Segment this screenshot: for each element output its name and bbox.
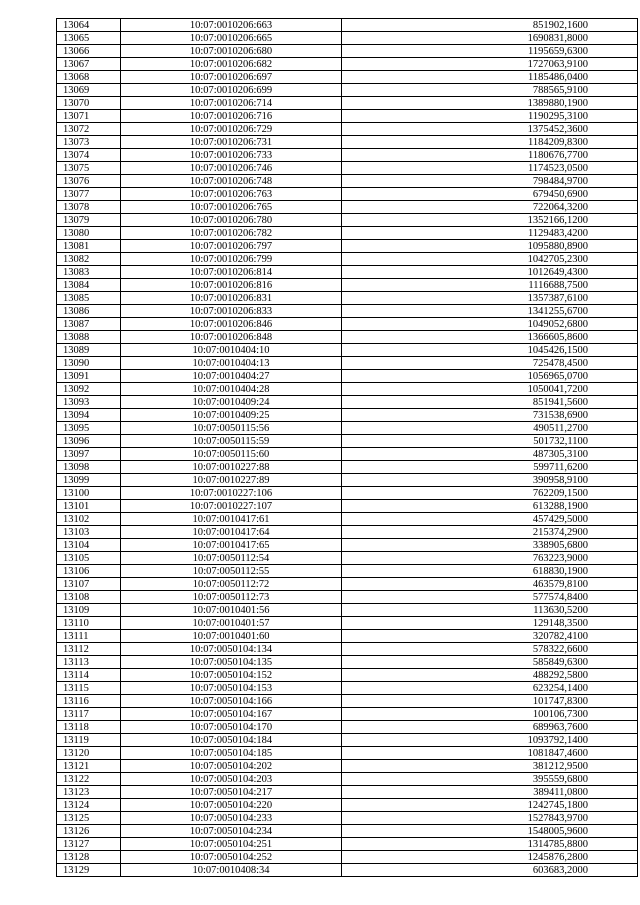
value-cell: 320782,4100 (342, 630, 638, 643)
row-number-cell: 13118 (57, 721, 121, 734)
table-row (57, 175, 638, 188)
row-number-cell: 13066 (57, 45, 121, 58)
table-row (57, 864, 638, 877)
row-number-cell: 13065 (57, 32, 121, 45)
value-cell: 763223,9000 (342, 552, 638, 565)
row-number-cell: 13129 (57, 864, 121, 877)
cadastral-number-cell: 10:07:0050104:185 (121, 747, 342, 760)
cadastral-number-cell: 10:07:0010401:56 (121, 604, 342, 617)
cadastral-number-cell: 10:07:0010409:24 (121, 396, 342, 409)
row-number-cell: 13093 (57, 396, 121, 409)
cadastral-number-cell: 10:07:0010206:680 (121, 45, 342, 58)
cadastral-number-cell: 10:07:0010227:107 (121, 500, 342, 513)
cadastral-number-cell: 10:07:0050104:167 (121, 708, 342, 721)
table-row (57, 656, 638, 669)
value-cell: 1129483,4200 (342, 227, 638, 240)
cadastral-number-cell: 10:07:0010206:780 (121, 214, 342, 227)
cadastral-number-cell: 10:07:0050115:60 (121, 448, 342, 461)
value-cell: 488292,5800 (342, 669, 638, 682)
cadastral-number-cell: 10:07:0010404:28 (121, 383, 342, 396)
table-row (57, 32, 638, 45)
value-cell: 722064,3200 (342, 201, 638, 214)
value-cell: 585849,6300 (342, 656, 638, 669)
cadastral-number-cell: 10:07:0010206:765 (121, 201, 342, 214)
value-cell: 389411,0800 (342, 786, 638, 799)
value-cell: 100106,7300 (342, 708, 638, 721)
value-cell: 1690831,8000 (342, 32, 638, 45)
cadastral-number-cell: 10:07:0010417:65 (121, 539, 342, 552)
table-row (57, 370, 638, 383)
value-cell: 1195659,6300 (342, 45, 638, 58)
cadastral-number-cell: 10:07:0010206:682 (121, 58, 342, 71)
table-row (57, 409, 638, 422)
value-cell: 1056965,0700 (342, 370, 638, 383)
table-row (57, 97, 638, 110)
value-cell: 1045426,1500 (342, 344, 638, 357)
row-number-cell: 13085 (57, 292, 121, 305)
value-cell: 1389880,1900 (342, 97, 638, 110)
table-row (57, 669, 638, 682)
value-cell: 725478,4500 (342, 357, 638, 370)
table-row (57, 786, 638, 799)
row-number-cell: 13120 (57, 747, 121, 760)
cadastral-number-cell: 10:07:0010206:697 (121, 71, 342, 84)
row-number-cell: 13091 (57, 370, 121, 383)
cadastral-number-cell: 10:07:0010408:34 (121, 864, 342, 877)
value-cell: 1242745,1800 (342, 799, 638, 812)
table-row (57, 682, 638, 695)
row-number-cell: 13097 (57, 448, 121, 461)
table-row (57, 214, 638, 227)
table-row (57, 721, 638, 734)
value-cell: 1190295,3100 (342, 110, 638, 123)
cadastral-number-cell: 10:07:0010206:699 (121, 84, 342, 97)
row-number-cell: 13114 (57, 669, 121, 682)
cadastral-number-cell: 10:07:0010206:746 (121, 162, 342, 175)
table-row (57, 500, 638, 513)
row-number-cell: 13074 (57, 149, 121, 162)
row-number-cell: 13113 (57, 656, 121, 669)
cadastral-number-cell: 10:07:0010227:89 (121, 474, 342, 487)
value-cell: 1042705,2300 (342, 253, 638, 266)
row-number-cell: 13099 (57, 474, 121, 487)
cadastral-number-cell: 10:07:0010401:57 (121, 617, 342, 630)
row-number-cell: 13100 (57, 487, 121, 500)
row-number-cell: 13084 (57, 279, 121, 292)
row-number-cell: 13109 (57, 604, 121, 617)
cadastral-number-cell: 10:07:0050104:153 (121, 682, 342, 695)
table-row (57, 383, 638, 396)
cadastral-number-cell: 10:07:0050104:217 (121, 786, 342, 799)
value-cell: 798484,9700 (342, 175, 638, 188)
table-row (57, 110, 638, 123)
cadastral-number-cell: 10:07:0050104:252 (121, 851, 342, 864)
cadastral-number-cell: 10:07:0010401:60 (121, 630, 342, 643)
value-cell: 1050041,7200 (342, 383, 638, 396)
table-row (57, 812, 638, 825)
cadastral-number-cell: 10:07:0010206:782 (121, 227, 342, 240)
row-number-cell: 13128 (57, 851, 121, 864)
value-cell: 599711,6200 (342, 461, 638, 474)
table-row (57, 240, 638, 253)
row-number-cell: 13122 (57, 773, 121, 786)
table-row (57, 630, 638, 643)
row-number-cell: 13081 (57, 240, 121, 253)
cadastral-number-cell: 10:07:0050104:134 (121, 643, 342, 656)
cadastral-number-cell: 10:07:0050104:234 (121, 825, 342, 838)
row-number-cell: 13089 (57, 344, 121, 357)
row-number-cell: 13080 (57, 227, 121, 240)
value-cell: 1095880,8900 (342, 240, 638, 253)
table-row (57, 266, 638, 279)
table-row (57, 578, 638, 591)
value-cell: 577574,8400 (342, 591, 638, 604)
row-number-cell: 13112 (57, 643, 121, 656)
cadastral-number-cell: 10:07:0010206:816 (121, 279, 342, 292)
row-number-cell: 13083 (57, 266, 121, 279)
value-cell: 1727063,9100 (342, 58, 638, 71)
value-cell: 1527843,9700 (342, 812, 638, 825)
value-cell: 1185486,0400 (342, 71, 638, 84)
value-cell: 623254,1400 (342, 682, 638, 695)
row-number-cell: 13073 (57, 136, 121, 149)
value-cell: 1180676,7700 (342, 149, 638, 162)
row-number-cell: 13125 (57, 812, 121, 825)
row-number-cell: 13115 (57, 682, 121, 695)
cadastral-number-cell: 10:07:0010206:731 (121, 136, 342, 149)
cadastral-number-cell: 10:07:0010417:61 (121, 513, 342, 526)
cadastral-number-cell: 10:07:0050112:55 (121, 565, 342, 578)
cadastral-number-cell: 10:07:0010206:729 (121, 123, 342, 136)
table-row (57, 58, 638, 71)
row-number-cell: 13116 (57, 695, 121, 708)
value-cell: 851941,5600 (342, 396, 638, 409)
table-row (57, 162, 638, 175)
cadastral-number-cell: 10:07:0010206:797 (121, 240, 342, 253)
row-number-cell: 13070 (57, 97, 121, 110)
row-number-cell: 13105 (57, 552, 121, 565)
cadastral-number-cell: 10:07:0050104:202 (121, 760, 342, 773)
value-cell: 338905,6800 (342, 539, 638, 552)
table-row (57, 292, 638, 305)
row-number-cell: 13086 (57, 305, 121, 318)
row-number-cell: 13117 (57, 708, 121, 721)
value-cell: 1352166,1200 (342, 214, 638, 227)
cadastral-number-cell: 10:07:0050104:233 (121, 812, 342, 825)
table-row (57, 201, 638, 214)
table-row (57, 643, 638, 656)
value-cell: 395559,6800 (342, 773, 638, 786)
value-cell: 851902,1600 (342, 19, 638, 32)
row-number-cell: 13104 (57, 539, 121, 552)
row-number-cell: 13064 (57, 19, 121, 32)
row-number-cell: 13102 (57, 513, 121, 526)
row-number-cell: 13108 (57, 591, 121, 604)
value-cell: 679450,6900 (342, 188, 638, 201)
table-body (57, 19, 638, 877)
row-number-cell: 13121 (57, 760, 121, 773)
row-number-cell: 13101 (57, 500, 121, 513)
row-number-cell: 13067 (57, 58, 121, 71)
table-row (57, 318, 638, 331)
cadastral-number-cell: 10:07:0050115:56 (121, 422, 342, 435)
cadastral-number-cell: 10:07:0010206:663 (121, 19, 342, 32)
row-number-cell: 13078 (57, 201, 121, 214)
table-row (57, 487, 638, 500)
table-row (57, 760, 638, 773)
row-number-cell: 13126 (57, 825, 121, 838)
value-cell: 101747,8300 (342, 695, 638, 708)
value-cell: 457429,5000 (342, 513, 638, 526)
value-cell: 1245876,2800 (342, 851, 638, 864)
table-row (57, 773, 638, 786)
value-cell: 390958,9100 (342, 474, 638, 487)
table-row (57, 851, 638, 864)
cadastral-number-cell: 10:07:0050104:184 (121, 734, 342, 747)
cadastral-number-cell: 10:07:0050104:170 (121, 721, 342, 734)
cadastral-number-cell: 10:07:0050104:251 (121, 838, 342, 851)
table-row (57, 734, 638, 747)
table-row (57, 422, 638, 435)
table-row (57, 136, 638, 149)
row-number-cell: 13123 (57, 786, 121, 799)
value-cell: 1174523,0500 (342, 162, 638, 175)
cadastral-number-cell: 10:07:0050104:203 (121, 773, 342, 786)
cadastral-number-cell: 10:07:0050112:54 (121, 552, 342, 565)
table-row (57, 279, 638, 292)
value-cell: 1049052,6800 (342, 318, 638, 331)
value-cell: 1314785,8800 (342, 838, 638, 851)
cadastral-number-cell: 10:07:0050112:72 (121, 578, 342, 591)
table-row (57, 331, 638, 344)
row-number-cell: 13127 (57, 838, 121, 851)
table-row (57, 474, 638, 487)
cadastral-number-cell: 10:07:0050104:152 (121, 669, 342, 682)
cadastral-number-cell: 10:07:0010409:25 (121, 409, 342, 422)
cadastral-number-cell: 10:07:0050112:73 (121, 591, 342, 604)
row-number-cell: 13110 (57, 617, 121, 630)
table-row (57, 357, 638, 370)
table-row (57, 188, 638, 201)
row-number-cell: 13124 (57, 799, 121, 812)
row-number-cell: 13107 (57, 578, 121, 591)
table-row (57, 71, 638, 84)
value-cell: 1012649,4300 (342, 266, 638, 279)
table-row (57, 435, 638, 448)
cadastral-number-cell: 10:07:0010404:13 (121, 357, 342, 370)
value-cell: 1116688,7500 (342, 279, 638, 292)
value-cell: 731538,6900 (342, 409, 638, 422)
row-number-cell: 13092 (57, 383, 121, 396)
cadastral-number-cell: 10:07:0010206:665 (121, 32, 342, 45)
row-number-cell: 13119 (57, 734, 121, 747)
cadastral-number-cell: 10:07:0010206:733 (121, 149, 342, 162)
cadastral-number-cell: 10:07:0010206:763 (121, 188, 342, 201)
cadastral-number-cell: 10:07:0050115:59 (121, 435, 342, 448)
row-number-cell: 13090 (57, 357, 121, 370)
table-row (57, 305, 638, 318)
cadastral-number-cell: 10:07:0010206:714 (121, 97, 342, 110)
row-number-cell: 13106 (57, 565, 121, 578)
table-row (57, 461, 638, 474)
value-cell: 1184209,8300 (342, 136, 638, 149)
row-number-cell: 13082 (57, 253, 121, 266)
row-number-cell: 13075 (57, 162, 121, 175)
table-row (57, 448, 638, 461)
value-cell: 762209,1500 (342, 487, 638, 500)
table-row (57, 747, 638, 760)
table-row (57, 695, 638, 708)
row-number-cell: 13094 (57, 409, 121, 422)
table-row (57, 149, 638, 162)
table-row (57, 591, 638, 604)
cadastral-number-cell: 10:07:0050104:166 (121, 695, 342, 708)
value-cell: 1375452,3600 (342, 123, 638, 136)
table-row (57, 123, 638, 136)
cadastral-number-cell: 10:07:0010206:833 (121, 305, 342, 318)
value-cell: 129148,3500 (342, 617, 638, 630)
row-number-cell: 13103 (57, 526, 121, 539)
row-number-cell: 13096 (57, 435, 121, 448)
cadastral-number-cell: 10:07:0010404:10 (121, 344, 342, 357)
value-cell: 1357387,6100 (342, 292, 638, 305)
row-number-cell: 13069 (57, 84, 121, 97)
cadastral-number-cell: 10:07:0010227:88 (121, 461, 342, 474)
value-cell: 603683,2000 (342, 864, 638, 877)
table-row (57, 825, 638, 838)
cadastral-number-cell: 10:07:0010206:831 (121, 292, 342, 305)
value-cell: 381212,9500 (342, 760, 638, 773)
table-row (57, 552, 638, 565)
value-cell: 1093792,1400 (342, 734, 638, 747)
data-table (56, 18, 638, 877)
cadastral-number-cell: 10:07:0010206:846 (121, 318, 342, 331)
table-row (57, 513, 638, 526)
cadastral-number-cell: 10:07:0010206:814 (121, 266, 342, 279)
row-number-cell: 13071 (57, 110, 121, 123)
row-number-cell: 13095 (57, 422, 121, 435)
cadastral-number-cell: 10:07:0010206:748 (121, 175, 342, 188)
row-number-cell: 13088 (57, 331, 121, 344)
table-row (57, 45, 638, 58)
table-row (57, 565, 638, 578)
value-cell: 490511,2700 (342, 422, 638, 435)
table-row (57, 526, 638, 539)
cadastral-number-cell: 10:07:0010417:64 (121, 526, 342, 539)
value-cell: 578322,6600 (342, 643, 638, 656)
value-cell: 613288,1900 (342, 500, 638, 513)
value-cell: 1081847,4600 (342, 747, 638, 760)
row-number-cell: 13087 (57, 318, 121, 331)
cadastral-number-cell: 10:07:0010227:106 (121, 487, 342, 500)
table-row (57, 344, 638, 357)
row-number-cell: 13068 (57, 71, 121, 84)
row-number-cell: 13098 (57, 461, 121, 474)
value-cell: 618830,1900 (342, 565, 638, 578)
value-cell: 788565,9100 (342, 84, 638, 97)
cadastral-number-cell: 10:07:0010404:27 (121, 370, 342, 383)
table-row (57, 396, 638, 409)
table-row (57, 617, 638, 630)
value-cell: 1341255,6700 (342, 305, 638, 318)
value-cell: 113630,5200 (342, 604, 638, 617)
value-cell: 689963,7600 (342, 721, 638, 734)
table-row (57, 227, 638, 240)
row-number-cell: 13079 (57, 214, 121, 227)
cadastral-number-cell: 10:07:0010206:716 (121, 110, 342, 123)
value-cell: 215374,2900 (342, 526, 638, 539)
table-row (57, 838, 638, 851)
row-number-cell: 13111 (57, 630, 121, 643)
value-cell: 1366605,8600 (342, 331, 638, 344)
row-number-cell: 13076 (57, 175, 121, 188)
table-row (57, 539, 638, 552)
table-row (57, 19, 638, 32)
cadastral-number-cell: 10:07:0010206:799 (121, 253, 342, 266)
table-row (57, 604, 638, 617)
row-number-cell: 13077 (57, 188, 121, 201)
cadastral-number-cell: 10:07:0050104:135 (121, 656, 342, 669)
value-cell: 487305,3100 (342, 448, 638, 461)
table-row (57, 708, 638, 721)
value-cell: 501732,1100 (342, 435, 638, 448)
table-row (57, 799, 638, 812)
cadastral-number-cell: 10:07:0010206:848 (121, 331, 342, 344)
value-cell: 1548005,9600 (342, 825, 638, 838)
value-cell: 463579,8100 (342, 578, 638, 591)
table-row (57, 84, 638, 97)
table-row (57, 253, 638, 266)
cadastral-number-cell: 10:07:0050104:220 (121, 799, 342, 812)
row-number-cell: 13072 (57, 123, 121, 136)
